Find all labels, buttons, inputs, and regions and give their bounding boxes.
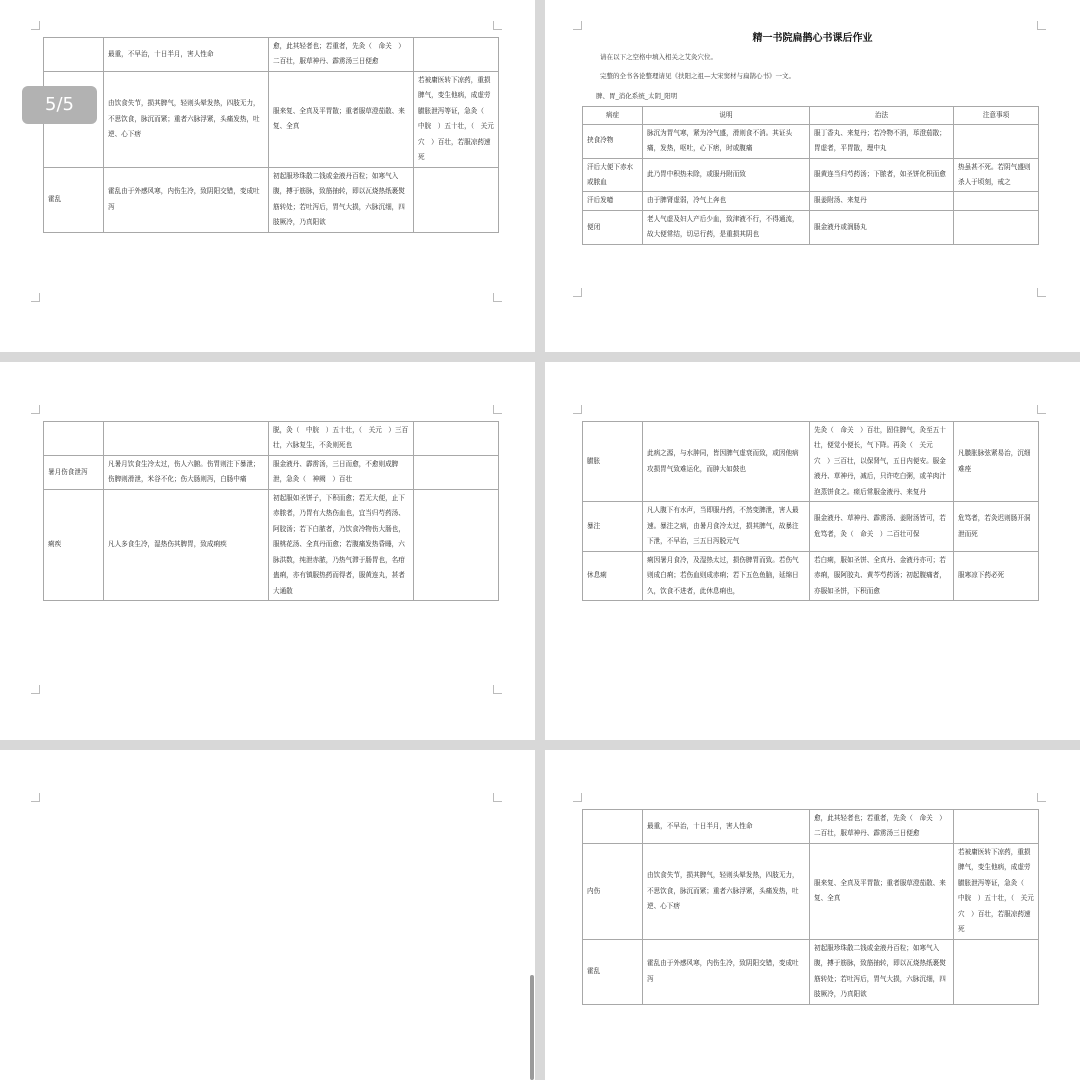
column-header-description: 说明	[643, 107, 810, 125]
remedy-table	[582, 421, 1039, 601]
row-caution	[414, 38, 499, 72]
row-caution	[954, 192, 1039, 210]
table-row	[583, 551, 1039, 600]
row-treatment: 初起服如圣饼子，下积而愈；若无大便，止下赤脓者，乃胃有大热伤血也，宜当归芍药汤、阿胶汤；若下白脓者，乃饮食冷物伤大肠也，服桃花汤、全真丹而愈；若腹痛发热昏睡，六脉洪数，纯泄赤脓，乃热气滞于肠胃也，名疳蛊痢，亦有镇服热药而得者，服黄连丸，甚者大通散	[269, 489, 414, 600]
crop-mark	[1037, 793, 1046, 802]
crop-mark	[31, 21, 40, 30]
crop-mark	[573, 793, 582, 802]
row-caution: 热虽甚不死。若阴气盛则杀人于顷刻，戒之	[954, 158, 1039, 192]
document-page-2	[545, 0, 1080, 352]
crop-mark	[1037, 405, 1046, 414]
row-description: 霍乱由于外感风寒，内伤生冷，致阴阳交错，变成吐泻	[104, 167, 269, 232]
row-description: 脉沉为胃气寒，紧为冷气盛，滑则食不消。其证头痛，发热，呕吐，心下痞，时或腹痛	[643, 124, 810, 158]
row-description: 由于脾肾虚弱，冷气上奔也	[643, 192, 810, 210]
row-caution: 危笃者，若灸迟则肠开洞泄而死	[954, 502, 1039, 551]
document-page-6	[545, 750, 1080, 1080]
table-row	[583, 422, 1039, 502]
row-description: 由饮食失节，损其脾气，轻则头晕发热，四肢无力，不思饮食，脉沉而紧；重者六脉浮紧，头痛发热，吐逆、心下痞	[104, 71, 269, 167]
row-treatment: 若白痢，服如圣饼、全真丹、金液丹亦可；若赤痢，服阿胶丸、黄芩芍药汤；初起腹痛者，亦服如圣饼，下积而愈	[810, 551, 954, 600]
row-treatment: 先灸（ 命关 ）百壮，固住脾气，灸至五十壮，便觉小便长，气下降。再灸（ 关元穴 ）三百壮，以保肾气，五日内便安。服金液丹、草神丹，减后，只许吃白粥，或羊肉汁泡蒸饼食之。瘥后常服金液丹、来复丹	[810, 422, 954, 502]
row-treatment: 服丁香丸、来复丹；若冷物不消，荜澄茄散；胃虚者，平胃散，理中丸	[810, 124, 954, 158]
row-description	[104, 422, 269, 456]
column-header-caution: 注意事项	[954, 107, 1039, 125]
table-row	[583, 939, 1039, 1004]
row-caution	[954, 124, 1039, 158]
homework-table	[582, 106, 1039, 245]
row-category: 汗后发噫	[583, 192, 643, 210]
crop-mark	[493, 21, 502, 30]
row-description: 霍乱由于外感风寒，内伤生冷，致阴阳交错，变成吐泻	[643, 939, 810, 1004]
column-header-treatment: 治法	[810, 107, 954, 125]
row-caution	[414, 489, 499, 600]
row-category: 汗后大便下赤水或脓血	[583, 158, 643, 192]
row-caution	[414, 422, 499, 456]
row-category	[44, 38, 104, 72]
row-category: 霍乱	[583, 939, 643, 1004]
row-caution	[954, 810, 1039, 844]
document-page-3	[0, 362, 535, 740]
row-treatment: 服来复、全真及平胃散；重者服草澄茄散、来复、全真	[269, 71, 414, 167]
row-description: 凡人腹下有水声，当即服丹药，不然变脾泄，害人最速。暴注之病，由暑月食冷太过，损其脾气，故暴注下泄，不早治，三五日泻脱元气	[643, 502, 810, 551]
row-treatment: 服金液丹、霹雳汤，三日而愈，不愈则成脾泄，急灸（ 神阙 ）百壮	[269, 455, 414, 489]
table-row	[583, 158, 1039, 192]
row-treatment: 愈，此其轻者也；若重者，先灸（ 命关 ）二百壮，服草神丹、霹雳汤三日便愈	[269, 38, 414, 72]
table-row	[583, 843, 1039, 939]
table-row	[583, 210, 1039, 244]
row-description: 最重，不早治，十日半月，害人性命	[104, 38, 269, 72]
table-row	[583, 810, 1039, 844]
row-treatment: 服姜附汤、来复丹	[810, 192, 954, 210]
row-category: 便闭	[583, 210, 643, 244]
row-caution	[954, 210, 1039, 244]
row-description: 此乃胃中积热未除，或服丹附而致	[643, 158, 810, 192]
row-category: 内伤	[583, 843, 643, 939]
row-treatment: 服黄连当归芍药汤；下脓者，如圣饼化积而愈	[810, 158, 954, 192]
table-row	[583, 192, 1039, 210]
row-treatment: 初起服珍珠散二钱或金液丹百粒；如寒气入腹，搏于筋脉，致筋抽转，即以瓦烧热纸裹熨筋转处；若吐泻后，胃气大损，六脉沉细，四肢厥冷，乃真阳欲	[810, 939, 954, 1004]
crop-mark	[31, 405, 40, 414]
row-caution: 若被庸医转下凉药，重损脾气，变生他病，成虚劳臌胀泄泻等证，急灸（ 中脘 ）五十壮，（ 关元穴 ）百壮，若服凉药速死	[954, 843, 1039, 939]
row-category: 挟食冷物	[583, 124, 643, 158]
row-category: 痢疾	[44, 489, 104, 600]
row-category: 霍乱	[44, 167, 104, 232]
row-treatment: 服金液丹、草神丹、霹雳汤、姜附汤皆可，若危笃者，灸（ 命关 ）二百壮可保	[810, 502, 954, 551]
row-caution	[414, 167, 499, 232]
row-treatment: 愈，此其轻者也；若重者，先灸（ 命关 ）二百壮，服草神丹、霹雳汤三日便愈	[810, 810, 954, 844]
row-treatment: 服金液丹或润肠丸	[810, 210, 954, 244]
row-caution: 若被庸医转下凉药，重损脾气，变生他病，成虚劳臌胀泄泻等证，急灸（ 中脘 ）五十壮，（ 关元穴 ）百壮，若服凉药速死	[414, 71, 499, 167]
row-category	[583, 810, 643, 844]
table-row	[44, 422, 499, 456]
row-category: 休息痢	[583, 551, 643, 600]
document-page-1	[0, 0, 535, 352]
table-row	[44, 489, 499, 600]
column-header-disease: 病症	[583, 107, 643, 125]
row-treatment: 初起服珍珠散二钱或金液丹百粒；如寒气入腹，搏于筋脉，致筋抽转，即以瓦烧热纸裹熨筋转处；若吐泻后，胃气大损，六脉沉细，四肢厥冷，乃真阳欲	[269, 167, 414, 232]
row-description: 由饮食失节，损其脾气，轻则头晕发热，四肢无力，不思饮食，脉沉而紧；重者六脉浮紧，头痛发热，吐逆、心下痞	[643, 843, 810, 939]
row-category	[44, 422, 104, 456]
row-treatment: 脱，灸（ 中脘 ）五十壮，（ 关元 ）三百壮，六脉复生，不灸则死也	[269, 422, 414, 456]
row-caution: 凡臌胀脉弦紧易治，沉细难痊	[954, 422, 1039, 502]
row-description: 痢因暑月食冷，及湿热太过，损伤脾胃而致。若伤气则成白痢；若伤血则成赤痢；若下五色鱼脑，延绵日久，饮食不进者，此休息痢也，	[643, 551, 810, 600]
crop-mark	[31, 793, 40, 802]
row-category: 暴注	[583, 502, 643, 551]
row-description: 凡暑月饮食生冷太过，伤人六腑。伤胃则注下暴泄；伤脾则滑泄，米谷不化；伤大肠则泻，白肠中痛	[104, 455, 269, 489]
remedy-table	[43, 421, 499, 601]
document-page-4	[545, 362, 1080, 740]
crop-mark	[31, 685, 40, 694]
instruction-text: 请在以下之空格中填入相关之艾灸穴位。	[600, 53, 717, 61]
crop-mark	[493, 793, 502, 802]
row-treatment: 服来复、全真及平胃散；重者服草澄茄散、来复、全真	[810, 843, 954, 939]
crop-mark	[493, 293, 502, 302]
homework-title: 精一书院扁鹊心书课后作业	[752, 33, 873, 44]
remedy-table	[582, 809, 1039, 1005]
row-description: 老人气虚及妇人产后少血，致津液不行，不得通流，故大便常结，切忌行药，是重损其阴也	[643, 210, 810, 244]
table-header-row	[583, 107, 1039, 125]
row-category: 暑月伤食泄泻	[44, 455, 104, 489]
table-row	[44, 167, 499, 232]
table-row	[583, 502, 1039, 551]
table-row	[583, 124, 1039, 158]
row-description: 凡人多食生冷，湿热伤其脾胃，致成痢疾	[104, 489, 269, 600]
crop-mark	[493, 405, 502, 414]
row-caution: 服寒凉下药必死	[954, 551, 1039, 600]
table-row	[44, 38, 499, 72]
page-indicator-badge[interactable]: 5/5	[22, 86, 97, 124]
row-description: 最重，不早治，十日半月，害人性命	[643, 810, 810, 844]
table-row	[44, 455, 499, 489]
row-description: 此病之源，与水肿同，皆因脾气虚衰而致，或因他病攻损胃气致难运化，而肿大如鼓也	[643, 422, 810, 502]
crop-mark	[573, 288, 582, 297]
vertical-scrollbar[interactable]	[530, 975, 534, 1080]
crop-mark	[493, 685, 502, 694]
row-caution	[414, 455, 499, 489]
document-page-5	[0, 750, 535, 1080]
reference-note: 完整的全书各论整理请见《扶阳之祖—大宋窦材与扁鹊心书》一文。	[600, 72, 795, 80]
crop-mark	[1037, 288, 1046, 297]
crop-mark	[31, 293, 40, 302]
section-heading: 脾、胃_消化系统_太阴_阳明	[596, 92, 678, 100]
row-caution	[954, 939, 1039, 1004]
remedy-table	[43, 37, 499, 233]
crop-mark	[573, 405, 582, 414]
table-row	[44, 71, 499, 167]
row-category: 臌胀	[583, 422, 643, 502]
